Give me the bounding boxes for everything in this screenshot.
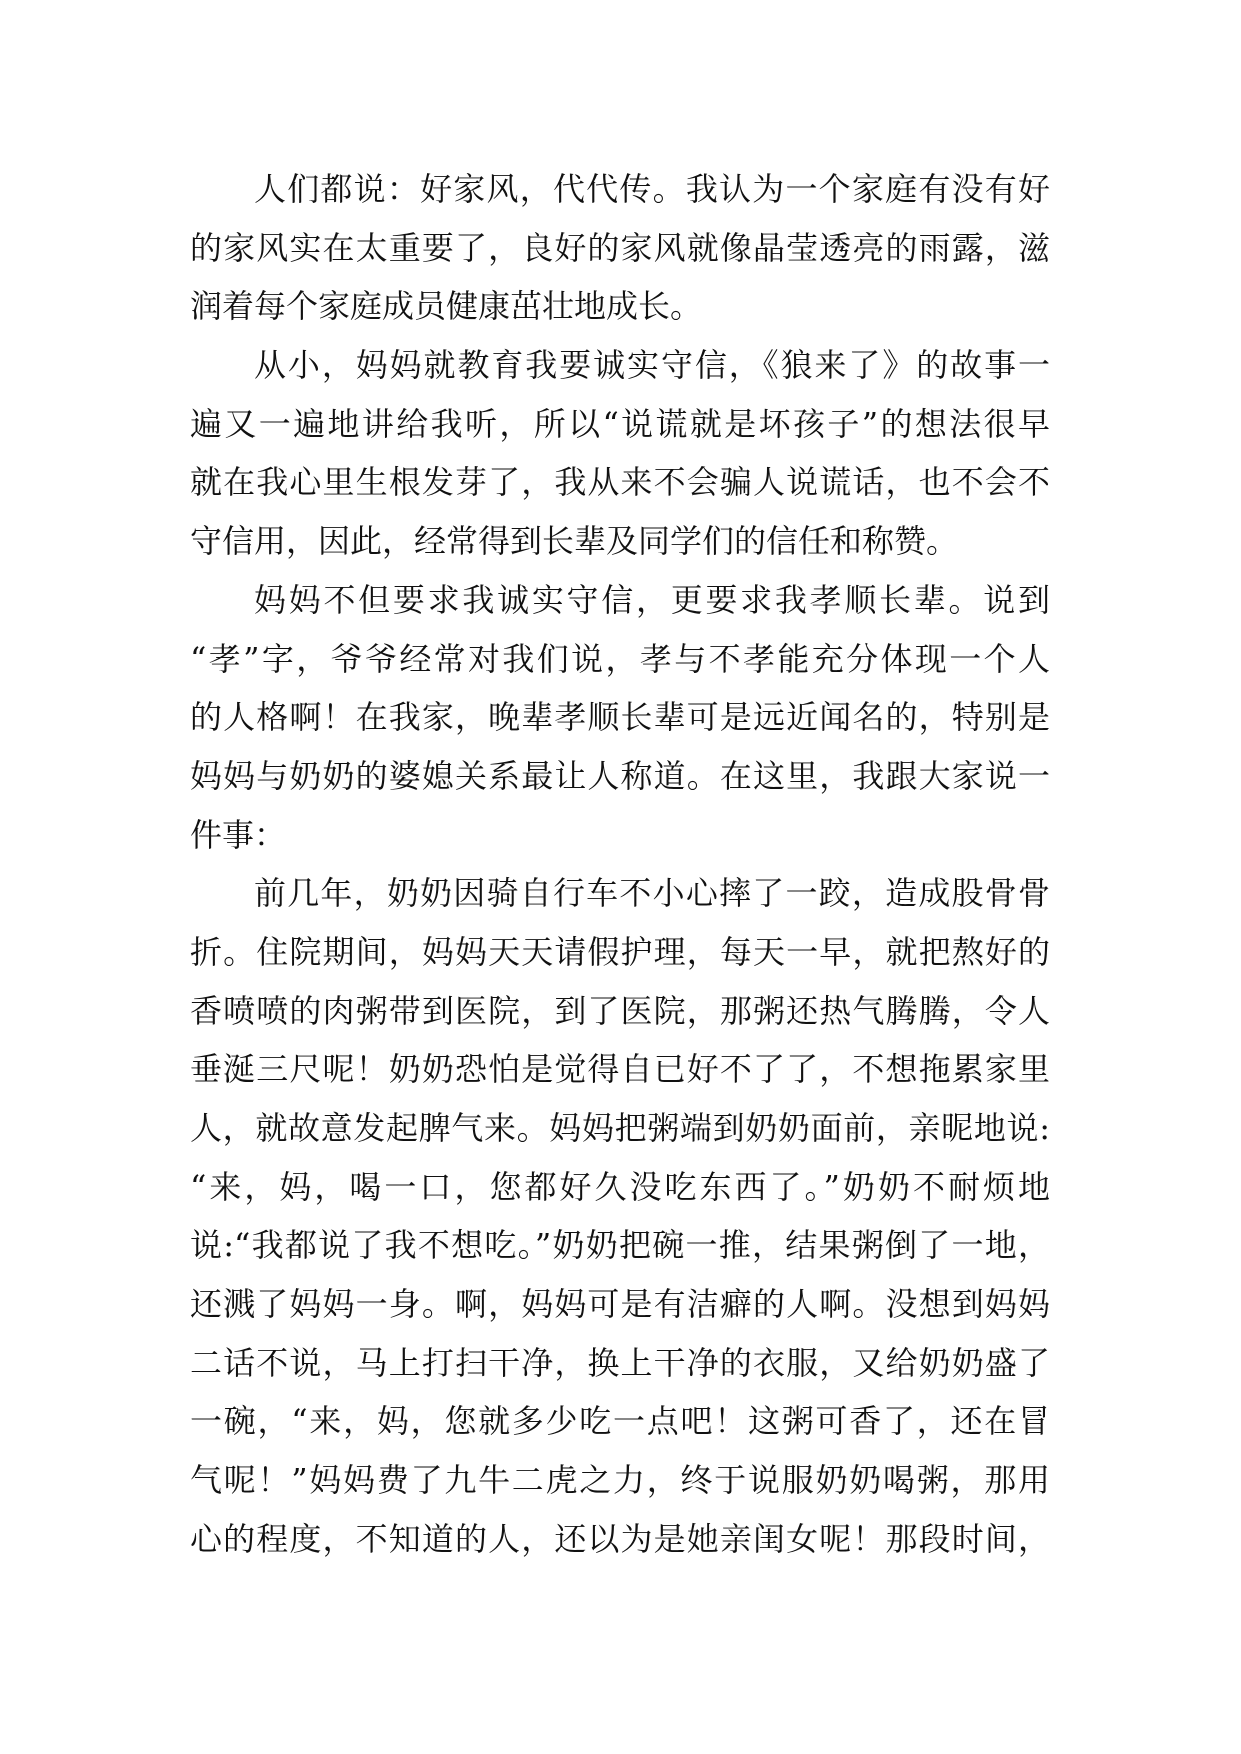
text-line: 一碗，“来，妈，您就多少吃一点吧！这粥可香了，还在冒 xyxy=(190,1402,1050,1441)
text-line: 气呢！”妈妈费了九牛二虎之力，终于说服奶奶喝粥，那用 xyxy=(190,1461,1050,1500)
paragraph-honesty xyxy=(190,336,1050,571)
text-line: 说:“我都说了我不想吃。”奶奶把碗一推，结果粥倒了一地， xyxy=(190,1226,1050,1265)
text-line: 人，就故意发起脾气来。妈妈把粥端到奶奶面前，亲昵地说: xyxy=(190,1109,1050,1147)
text-line: 人们都说：好家风，代代传。我认为一个家庭有没有好 xyxy=(254,170,1050,208)
text-line: 妈妈不但要求我诚实守信，更要求我孝顺长辈。说到 xyxy=(254,580,1050,619)
text-line: 遍又一遍地讲给我听，所以“说谎就是坏孩子”的想法很早 xyxy=(190,404,1050,443)
text-line: “孝”字，爷爷经常对我们说，孝与不孝能充分体现一个人 xyxy=(190,639,1050,678)
text-line: 就在我心里生根发芽了，我从来不会骗人说谎话，也不会不 xyxy=(190,463,1050,502)
document-body xyxy=(190,160,1050,1569)
text-line: 妈妈与奶奶的婆媳关系最让人称道。在这里，我跟大家说一 xyxy=(190,756,1050,795)
paragraph-filial-piety xyxy=(190,571,1050,864)
text-line: 从小，妈妈就教育我要诚实守信，《狼来了》的故事一 xyxy=(254,346,1050,385)
text-line: 二话不说，马上打扫干净，换上干净的衣服，又给奶奶盛了 xyxy=(190,1343,1050,1382)
text-line: 的家风实在太重要了，良好的家风就像晶莹透亮的雨露，滋 xyxy=(190,228,1050,267)
paragraph-grandmother-story xyxy=(190,864,1050,1568)
text-line: 香喷喷的肉粥带到医院，到了医院，那粥还热气腾腾，令人 xyxy=(190,991,1050,1030)
text-line: 心的程度，不知道的人，还以为是她亲闺女呢！那段时间， xyxy=(190,1519,1050,1558)
text-line: 的人格啊！在我家，晚辈孝顺长辈可是远近闻名的，特别是 xyxy=(190,698,1050,737)
text-line: 守信用，因此，经常得到长辈及同学们的信任和称赞。 xyxy=(190,522,959,561)
text-line: 前几年，奶奶因骑自行车不小心摔了一跤，造成股骨骨 xyxy=(254,874,1050,913)
paragraph-family-tradition xyxy=(190,160,1050,336)
text-line: “来，妈，喝一口，您都好久没吃东西了。”奶奶不耐烦地 xyxy=(190,1167,1050,1206)
text-line: 润着每个家庭成员健康茁壮地成长。 xyxy=(190,287,703,326)
text-line: 折。住院期间，妈妈天天请假护理，每天一早，就把熬好的 xyxy=(190,932,1050,971)
text-line: 还溅了妈妈一身。啊，妈妈可是有洁癖的人啊。没想到妈妈 xyxy=(190,1285,1050,1324)
text-line: 件事： xyxy=(190,815,287,854)
text-line: 垂涎三尺呢！奶奶恐怕是觉得自已好不了了，不想拖累家里 xyxy=(190,1050,1050,1089)
